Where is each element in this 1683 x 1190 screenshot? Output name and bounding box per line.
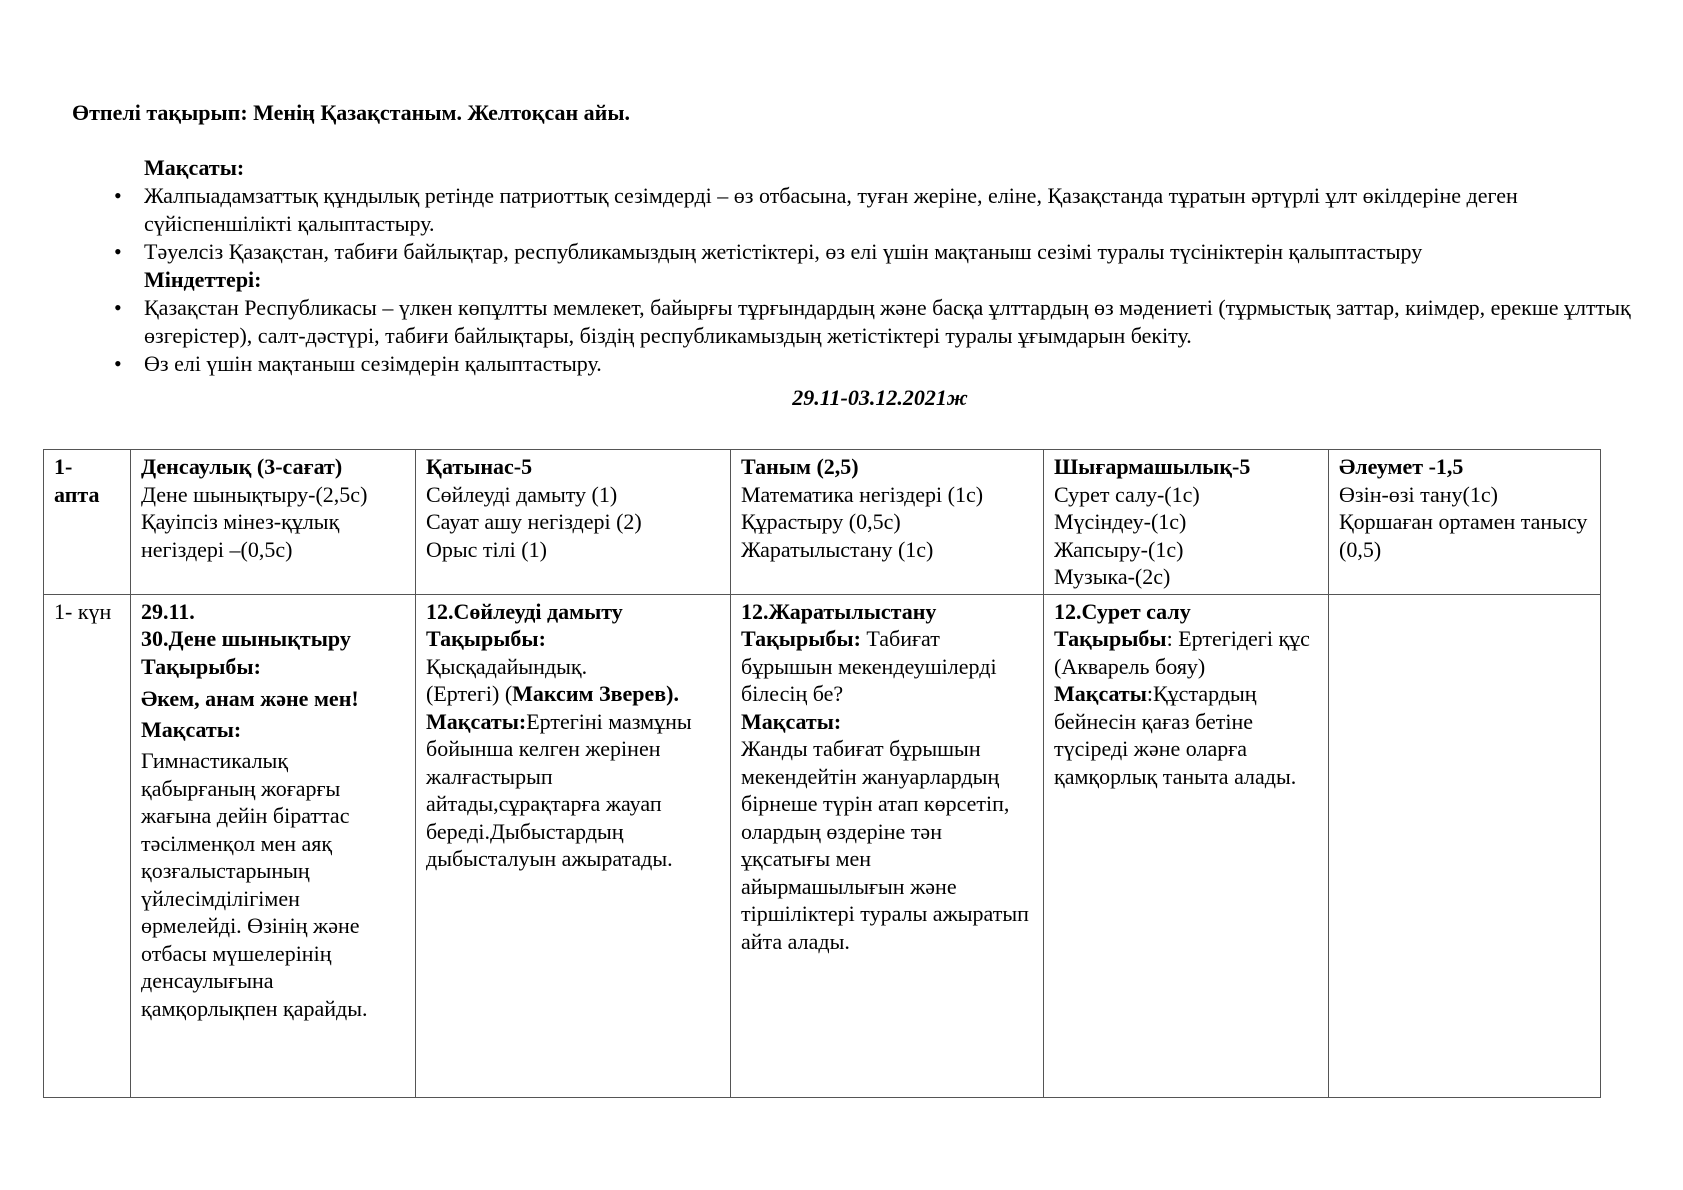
goal-block (1054, 680, 1318, 790)
header-cell-creativity (1044, 450, 1329, 595)
header-line: Қауіпсіз мінез-құлық негіздері –(0,5с) (141, 509, 340, 562)
header-line: Математика негіздері (1с) (741, 481, 984, 507)
day1-cell-health (131, 594, 416, 1097)
topic-block (741, 625, 1033, 708)
header-line: Музыка-(2с) (1054, 564, 1171, 589)
header-cell-health (131, 450, 416, 595)
goals-list (144, 182, 1664, 266)
goal-label: Мақсаты: (141, 716, 242, 742)
day1-cell-creativity (1044, 594, 1329, 1097)
header-cell-communication (416, 450, 731, 595)
page-title: Өтпелі тақырып: Менің Қазақстаным. Желтоқсан айы. (72, 100, 631, 125)
header-line: Құрастыру (0,5с) (741, 509, 901, 534)
header-title: Денсаулық (3-сағат) (141, 454, 343, 479)
weekly-plan-table (43, 449, 1601, 1098)
goal-label: Мақсаты (1054, 681, 1147, 706)
header-title: Қатынас-5 (426, 454, 533, 479)
table-row-day1 (44, 594, 1601, 1097)
topic-text: : Ертегідегі құс (Акварель бояу) (1054, 626, 1310, 679)
header-line: Мүсіндеу-(1с) (1054, 509, 1187, 534)
header-cell-social (1329, 450, 1601, 595)
day1-cell-social (1329, 594, 1601, 1097)
lesson-date: 29.11. (141, 598, 195, 624)
topic-text: Қысқадайындық. (426, 653, 588, 679)
day1-cell-communication (416, 594, 731, 1097)
topic-plain: (Ертегі) ( (426, 681, 513, 706)
topic-text-2 (426, 680, 720, 708)
topic-label: Тақырыбы: (141, 653, 261, 679)
header-title: Таным (2,5) (741, 454, 859, 479)
header-line: Орыс тілі (1) (426, 536, 547, 562)
goal-label: Мақсаты: (741, 708, 842, 734)
topic-block (1054, 625, 1318, 680)
table-header-row (44, 450, 1601, 595)
goal-block (426, 708, 720, 873)
lesson-title: 30.Дене шынықтыру (141, 626, 351, 651)
goal-item: • Жалпыадамзаттық құндылық ретінде патриоттық сезімдерді – өз отбасына, туған жеріне, еліне, Қазақстанда тұратын әртүрлі ұлт өкілдеріне деген сүйіспеншілікті қалыптастыру. (144, 182, 1664, 238)
header-line: Жапсыру-(1с) (1054, 536, 1184, 562)
header-cell-cognition (731, 450, 1044, 595)
topic-label: Тақырыбы: (426, 626, 546, 651)
header-line: Өзін-өзі тану(1с) (1339, 481, 1498, 507)
day1-cell-cognition (731, 594, 1044, 1097)
topic-text: Табиғат бұрышын мекендеушілерді білесің бе? (741, 626, 997, 706)
header-line: Қоршаған ортамен танысу (0,5) (1339, 509, 1588, 562)
goal-text: :Құстардың бейнесін қағаз бетіне түсіреді және оларға қамқорлық таныта алады. (1054, 681, 1297, 789)
date-range: 29.11-03.12.2021ж (792, 385, 968, 410)
header-line: Сауат ашу негіздері (2) (426, 509, 642, 534)
header-line: Сурет салу-(1с) (1054, 481, 1200, 507)
header-line: Дене шынықтыру-(2,5с) (141, 481, 368, 507)
day-label: 1- күн (44, 594, 131, 1097)
tasks-heading: Міндеттері: (144, 267, 262, 292)
task-item: • Өз елі үшін мақтаныш сезімдерін қалыптастыру. (144, 350, 1664, 378)
lesson-title: 12.Сөйлеуді дамыту (426, 598, 623, 624)
lesson-title: 12.Сурет салу (1054, 598, 1191, 624)
goal-label: Мақсаты: (426, 708, 527, 734)
topic-text: Әкем, анам және мен! (141, 686, 359, 711)
topic-label: Тақырыбы (1054, 626, 1167, 651)
header-title: Шығармашылық-5 (1054, 454, 1251, 479)
topic-author: Максим Зверев). (512, 681, 679, 706)
topic-label: Тақырыбы: (741, 626, 861, 651)
goal-text: Жанды табиғат бұрышын мекендейтін жануарлардың бірнеше түрін атап көрсетіп, олардың өздеріне тән ұқсатығы мен айырмашылығын және тіршіліктері туралы ажыратып айта алады. (741, 736, 1029, 954)
goal-text: Гимнастикалық қабырғаның жоғарғы жағына дейін біраттас тәсілменқол мен аяқ қозғалыстарының үйлесімділігімен өрмелейді. Өзінің және отбасы мүшелерінің денсаулығына қамқорлықпен қарайды. (141, 748, 368, 1021)
goal-item: • Тәуелсіз Қазақстан, табиғи байлықтар, республикамыздың жетістіктері, өз елі үшін мақтаныш сезімі туралы түсініктерін қалыптастыру (144, 238, 1664, 266)
task-item: • Қазақстан Республикасы – үлкен көпұлтты мемлекет, байырғы тұрғындардың және басқа ұлттардың өз мәдениеті (тұрмыстық заттар, киімдер, ерекше ұлттық өзгерістер), салт-дәстүрі, табиғи байлықтары, біздің республикамыздың жетістіктері туралы ұғымдарын бекіту. (144, 294, 1664, 350)
goals-heading: Мақсаты: (144, 155, 245, 180)
tasks-list (144, 294, 1664, 378)
header-line: Жаратылыстану (1с) (741, 536, 934, 562)
goal-text: Ертегіні мазмұны бойынша келген жерінен жалғастырып айтады,сұрақтарға жауап береді.Дыбыстардың дыбысталуын ажыратады. (426, 708, 692, 871)
week-label: 1- апта (44, 450, 131, 595)
header-line: Сөйлеуді дамыту (1) (426, 481, 618, 507)
header-title: Әлеумет -1,5 (1339, 454, 1464, 479)
lesson-title: 12.Жаратылыстану (741, 598, 937, 624)
goals-section (144, 154, 1664, 378)
